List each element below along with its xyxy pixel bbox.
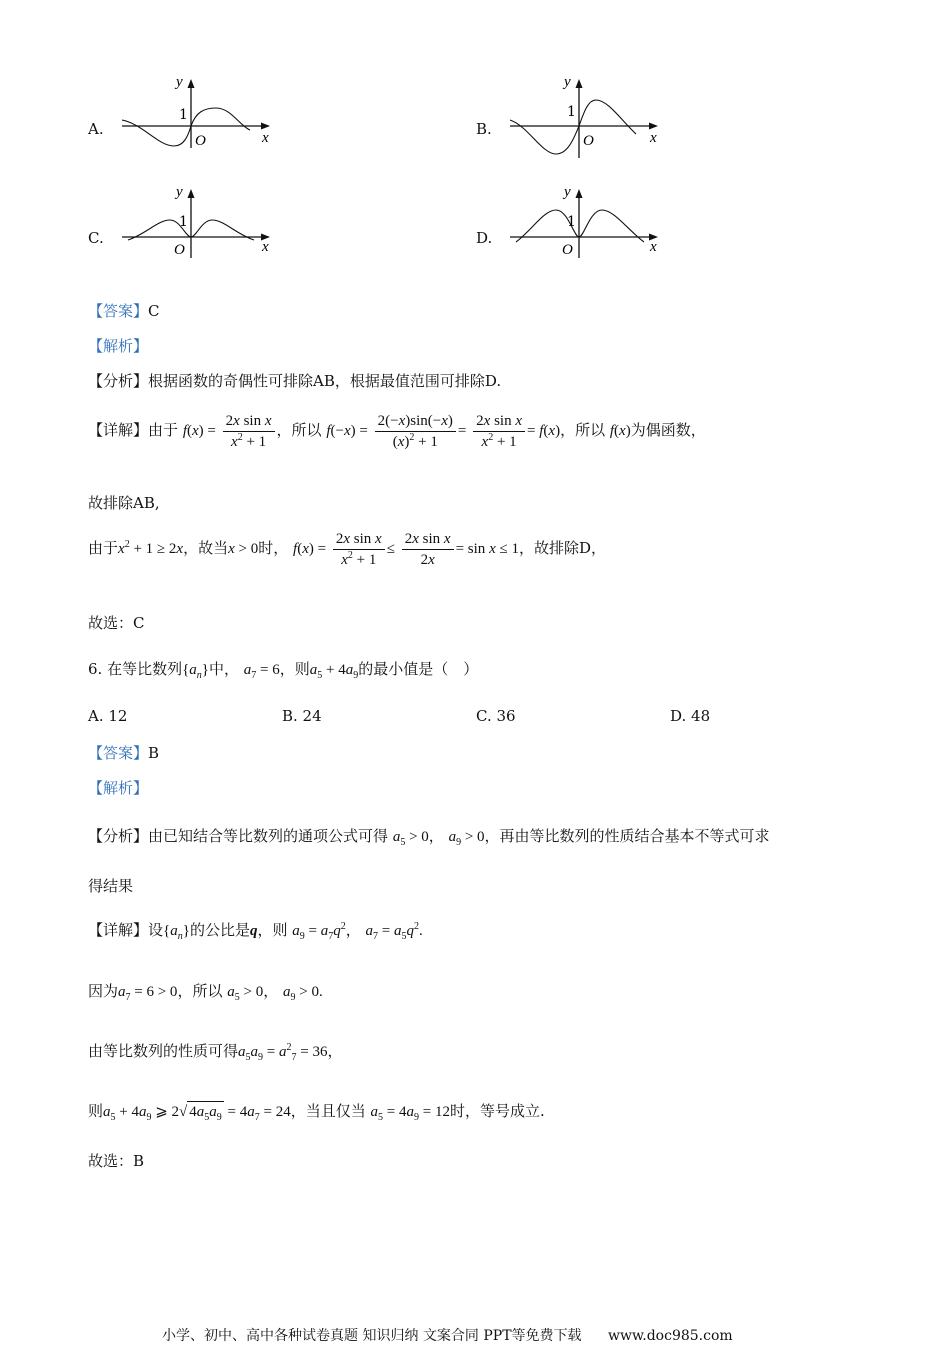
fenxi-text: ，再由等比数列的性质结合基本不等式可求: [484, 827, 770, 845]
fraction: $\frac{\text{2x sin x}}{x^2 + 1}$: [223, 411, 275, 452]
detail-text: ，: [327, 1042, 343, 1060]
answer-value: C: [148, 302, 160, 320]
q5-detail-line-3: 由于$x^2 + 1 \ge 2x$，故当x > 0时， f(x) = $\frac{\text{2x sin x}}{x^2 + 1}$ ≤ $\frac{\text{2x sin x}}{2x}$ = sin x ≤ 1，故排除D，: [88, 530, 606, 568]
fraction: $\frac{\text{2x sin x}}{2x}$: [402, 529, 454, 570]
q6-option-a: A. 12: [88, 707, 128, 725]
graph-d-tick-1: 1: [567, 214, 576, 230]
fraction: $\frac{\text{2x sin x}}{x^2 + 1}$: [473, 411, 525, 452]
detail-text: ，当且仅当: [290, 1102, 366, 1120]
graph-d-label: D.: [476, 229, 493, 247]
footer: [162, 1325, 733, 1345]
answer-tag: 【答案】: [88, 302, 149, 320]
detail-text: 时，: [258, 539, 289, 557]
graph-b: [506, 74, 666, 160]
q6-answer: [88, 742, 159, 763]
detail-text: 由等比数列的性质可得: [88, 1042, 239, 1060]
graph-b-x-axis-label: x: [650, 130, 657, 146]
detail-text: 时，等号成立.: [449, 1102, 545, 1120]
q6-analysis-tag: 【解析】: [88, 779, 149, 797]
detail-text: 设: [148, 921, 164, 939]
detail-text: 则: [88, 1102, 104, 1120]
graph-d-x-axis-label: x: [650, 239, 657, 255]
xiangjie-tag: 【详解】: [88, 421, 149, 439]
graph-b-tick-1: 1: [567, 104, 576, 120]
q6-final: 故选：B: [88, 1152, 145, 1170]
graph-a-y-axis-label: y: [176, 74, 183, 90]
q5-detail-line-2: 故排除AB,: [88, 494, 160, 512]
graph-d-y-axis-label: y: [564, 184, 571, 200]
q6-option-b: B. 24: [282, 707, 322, 725]
stem-text: 的最小值是（ ）: [358, 660, 479, 678]
detail-text: ，所以: [560, 421, 606, 439]
q5-analysis-tag: 【解析】: [88, 337, 149, 355]
graph-a: [118, 74, 278, 150]
fenxi-tag: 【分析】: [88, 372, 149, 390]
graph-a-label: A.: [88, 120, 104, 138]
q5-final: 故选：C: [88, 614, 145, 632]
graph-c-x-axis-label: x: [262, 239, 269, 255]
detail-text: ，则: [257, 921, 288, 939]
graph-a-x-axis-label: x: [262, 130, 269, 146]
q6-fenxi-cont: 得结果: [88, 877, 134, 895]
graph-c-label: C.: [88, 229, 104, 247]
q6-detail-line-4: 则$a_5 + 4a_9$ ⩾ 2√ $4a_5a_9 = 4a_7 = 24$，当且仅当 $a_5 = 4a_9 = 12$时，等号成立.: [88, 1102, 545, 1123]
q6-option-d: D. 48: [670, 707, 711, 725]
fraction: $\frac{2(-x)\sin(-x)}{(x)^2 + 1}$: [375, 411, 456, 452]
graph-c: [118, 184, 278, 260]
answer-value: B: [148, 744, 160, 762]
q6-detail-line-3: 由等比数列的性质可得$a_5a_9 = a^2_7 = 36$，: [88, 1042, 343, 1063]
q5-fenxi: [88, 370, 501, 391]
graph-c-y-axis-label: y: [176, 184, 183, 200]
q6-detail-line-1: 【详解】设$\{a_n\}$的公比是q，则 $a_9 = a_7q^2$， $a_7 = a_5q^2$.: [88, 921, 423, 942]
graph-c-origin: O: [174, 242, 185, 258]
detail-text: ，故排除D，: [518, 539, 606, 557]
fenxi-text: ，: [428, 827, 444, 845]
detail-text: 由于: [88, 539, 119, 557]
stem-text: 中，: [209, 660, 240, 678]
graph-a-origin: O: [195, 133, 206, 149]
q6-stem: 6. 在等比数列$\{a_n\}$中， $a_7 = 6$，则$a_5 + 4a_9$的最小值是（ ）: [88, 660, 479, 681]
ratio-q: q: [249, 923, 258, 939]
footer-text: 小学、初中、高中各种试卷真题 知识归纳 文案合同 PPT等免费下载: [162, 1328, 582, 1344]
q5-answer: [88, 300, 160, 321]
fenxi-text: 根据函数的奇偶性可排除AB，根据最值范围可排除D.: [148, 372, 502, 390]
footer-url[interactable]: www.doc985.com: [607, 1328, 733, 1344]
stem-text: 6. 在等比数列: [88, 660, 183, 678]
detail-text: ，: [345, 921, 361, 939]
q6-detail-line-2: 因为$a_7 = 6 > 0$，所以 $a_5 > 0$， $a_9 > 0$.: [88, 982, 323, 1003]
detail-text: 为偶函数，: [630, 421, 706, 439]
stem-text: ，则: [279, 660, 310, 678]
fraction: $\frac{\text{2x sin x}}{x^2 + 1}$: [333, 529, 385, 570]
detail-text: 由于: [148, 421, 179, 439]
graph-a-tick-1: 1: [179, 107, 188, 123]
answer-tag: 【答案】: [88, 744, 149, 762]
detail-text: ，所以: [276, 421, 322, 439]
formula: f: [182, 423, 187, 439]
detail-text: 的公比是: [189, 921, 250, 939]
graph-c-tick-1: 1: [179, 214, 188, 230]
graph-b-label: B.: [476, 120, 492, 138]
detail-text: ，所以: [177, 982, 223, 1000]
q6-fenxi: 【分析】由已知结合等比数列的通项公式可得 $a_5 > 0$， $a_9 > 0$，再由等比数列的性质结合基本不等式可求: [88, 827, 770, 848]
xiangjie-tag: 【详解】: [88, 921, 149, 939]
graph-b-origin: O: [583, 133, 594, 149]
fenxi-tag: 【分析】: [88, 827, 149, 845]
detail-text: ，: [263, 982, 279, 1000]
fenxi-text: 由已知结合等比数列的通项公式可得: [148, 827, 389, 845]
q6-option-c: C. 36: [476, 707, 516, 725]
detail-text: 因为: [88, 982, 119, 1000]
graph-b-y-axis-label: y: [564, 74, 571, 90]
q5-detail-line-1: 【详解】由于 f(x) = $\frac{\text{2x sin x}}{x^2 + 1}$ ，所以 f(−x) = $\frac{2(-x)\sin(-x)}{(x)^2 + 1}$ = $\frac{\text{2x sin x}}{x^2 + 1}$ = f(x)，所以 f(x)为偶函数，: [88, 412, 706, 450]
detail-text: ，故当: [183, 539, 229, 557]
graph-d: [506, 184, 666, 260]
graph-d-origin: O: [562, 242, 573, 258]
